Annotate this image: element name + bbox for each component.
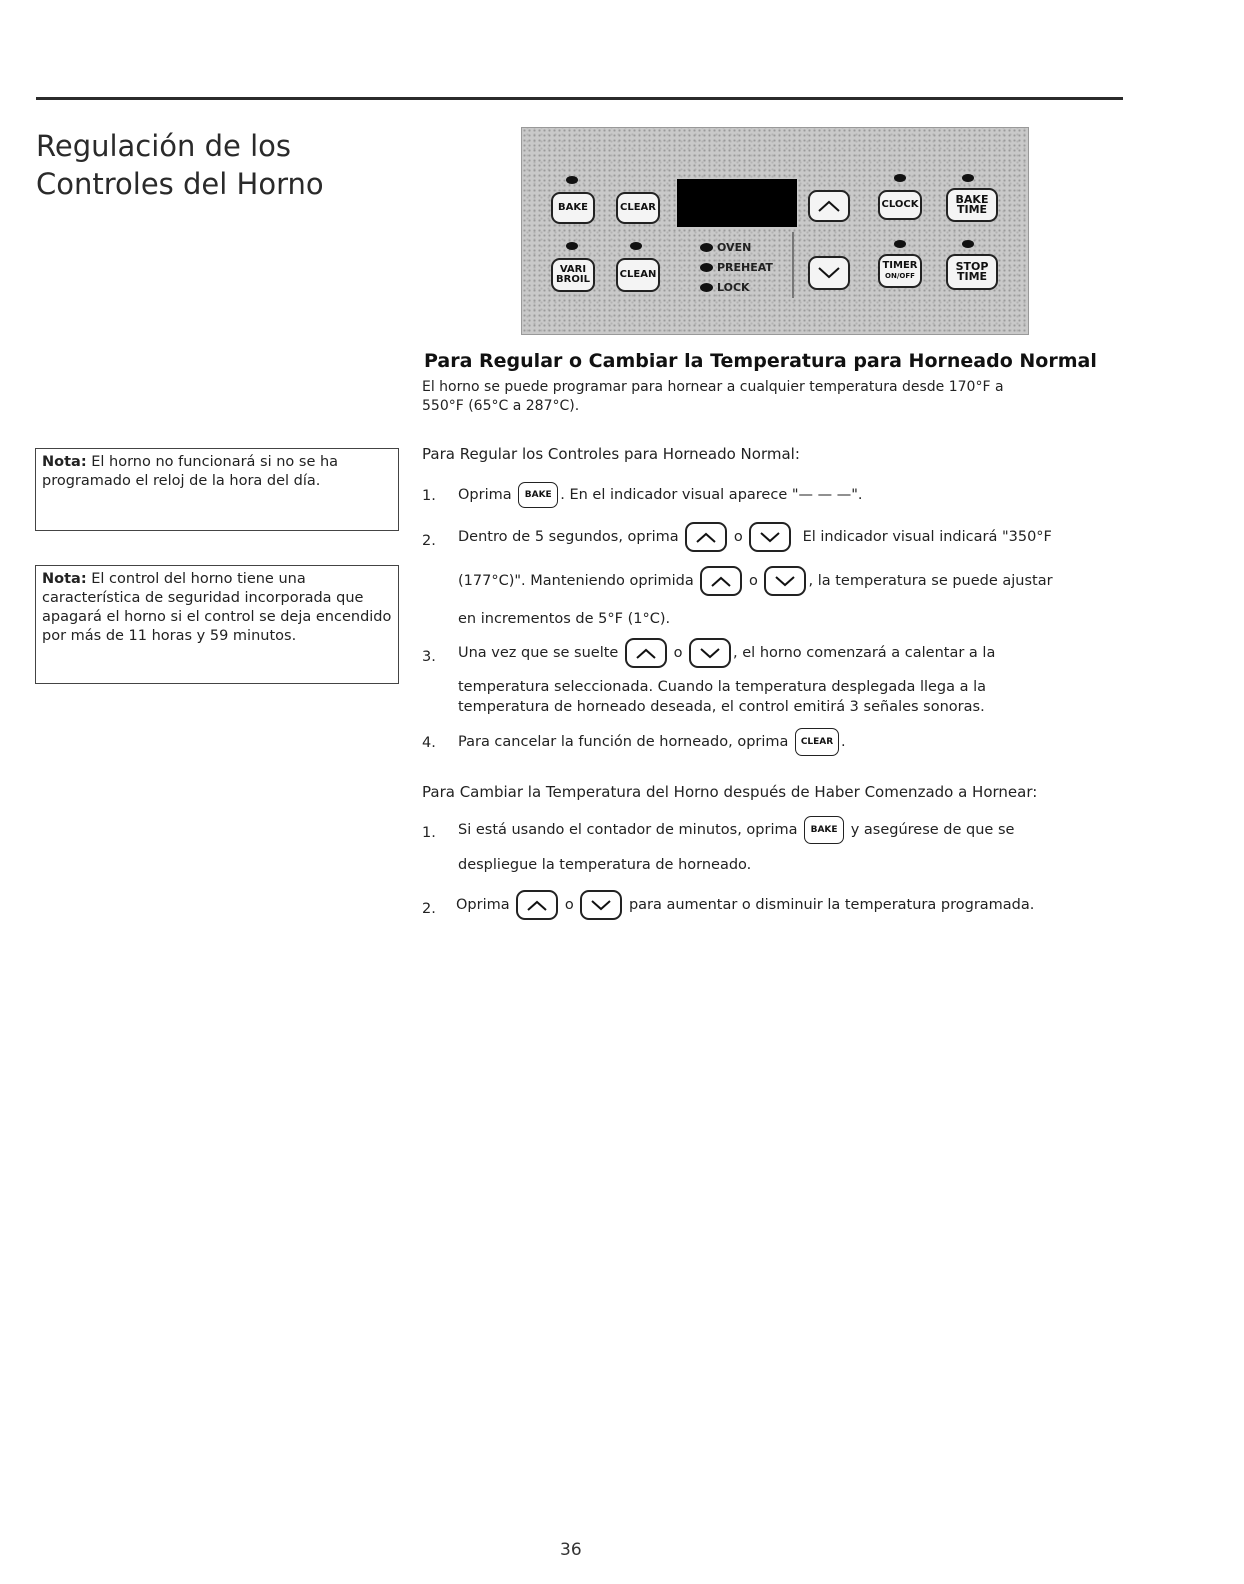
note-label: Nota: xyxy=(42,571,87,587)
cambiar-step-1 xyxy=(422,816,1122,880)
clean-button[interactable] xyxy=(616,258,660,292)
regular-step-2 xyxy=(422,522,1122,634)
step-text-part: , el horno comenzará a calentar a la xyxy=(733,645,996,661)
chevron-up-icon xyxy=(635,647,657,660)
stop-time-label-2: TIME xyxy=(956,270,988,283)
step-text-part: Oprima xyxy=(456,897,510,913)
page-title xyxy=(36,127,396,203)
chevron-down-icon xyxy=(759,531,781,544)
chevron-up-icon xyxy=(817,199,841,213)
intro-line2: 550°F (65°C a 287°C). xyxy=(422,398,580,414)
step-text-part: Dentro de 5 segundos, oprima xyxy=(458,529,679,545)
step-text-part: o xyxy=(564,897,574,913)
step-text: despliegue la temperatura de horneado. xyxy=(458,857,752,873)
step-text: en incrementos de 5°F (1°C). xyxy=(458,611,671,627)
stop-time-led xyxy=(962,240,974,248)
regular-step-1 xyxy=(422,482,1122,512)
clock-button-label: CLOCK xyxy=(881,199,919,210)
section-intro xyxy=(422,378,1122,416)
note-box-1 xyxy=(35,448,399,531)
timer-label-2: ON/OFF xyxy=(885,272,915,280)
inline-bake-button xyxy=(518,482,558,508)
clear-button[interactable] xyxy=(616,192,660,224)
step-text-part: y asegúrese de que se xyxy=(850,822,1015,838)
header-rule xyxy=(36,97,1123,100)
step-text-part: . En el indicador visual aparece "— — —". xyxy=(560,487,863,503)
clear-button-label: CLEAR xyxy=(620,202,656,213)
regular-step-4 xyxy=(422,728,1122,758)
note-text: El horno no funcionará si no se ha programado el reloj de la hora del día. xyxy=(42,454,339,489)
panel-display xyxy=(677,179,797,227)
page-number: 36 xyxy=(560,1540,582,1560)
page-title-line1: Regulación de los xyxy=(36,129,292,163)
inline-up-button xyxy=(700,566,742,596)
note-label: Nota: xyxy=(42,454,87,470)
chevron-down-icon xyxy=(774,575,796,588)
chevron-up-icon xyxy=(710,575,732,588)
vari-broil-label-1: VARI xyxy=(559,264,587,275)
timer-label-1: TIMER xyxy=(882,260,918,271)
vari-broil-label-2: BROIL xyxy=(556,274,590,285)
step-text xyxy=(458,522,1052,552)
clock-led xyxy=(894,174,906,182)
step-number: 2. xyxy=(422,533,436,549)
intro-line1: El horno se puede programar para hornear a cualquier temperatura desde 170°F a xyxy=(422,379,1004,395)
step-text-part: Oprima xyxy=(458,487,512,503)
chevron-up-icon xyxy=(695,531,717,544)
cambiar-heading: Para Cambiar la Temperatura del Horno después de Haber Comenzado a Hornear: xyxy=(422,783,1038,801)
inline-bake-button xyxy=(804,816,844,844)
clean-led-top xyxy=(566,242,578,250)
step-text xyxy=(458,566,1053,596)
inline-bake-label: BAKE xyxy=(524,490,552,500)
chevron-down-icon xyxy=(817,266,841,280)
down-arrow-button[interactable] xyxy=(808,256,850,290)
inline-up-button xyxy=(685,522,727,552)
bake-time-led xyxy=(962,174,974,182)
clean-led xyxy=(630,242,642,250)
inline-clear-button xyxy=(795,728,839,756)
inline-up-button xyxy=(625,638,667,668)
step-text xyxy=(458,816,1014,844)
timer-button[interactable] xyxy=(878,254,922,288)
note-text: El control del horno tiene una característica de seguridad incorporada que apagará el horno si el control se deja encendido por más de 11 horas y 59 minutos. xyxy=(42,571,392,644)
step-text: temperatura seleccionada. Cuando la temperatura desplegada llega a la xyxy=(458,679,987,695)
note-box-2 xyxy=(35,565,399,684)
clean-button-label: CLEAN xyxy=(619,269,657,280)
stop-time-label-1: STOP xyxy=(955,260,989,273)
clock-button[interactable] xyxy=(878,190,922,220)
inline-down-button xyxy=(689,638,731,668)
step-text-part: o xyxy=(673,645,683,661)
step-text xyxy=(458,482,863,508)
bake-button-label: BAKE xyxy=(558,202,588,213)
vari-broil-button[interactable] xyxy=(551,258,595,292)
stop-time-button[interactable] xyxy=(946,254,998,290)
inline-down-button xyxy=(749,522,791,552)
inline-down-button xyxy=(580,890,622,920)
step-text-part: o xyxy=(749,573,758,589)
regular-step-3 xyxy=(422,638,1122,722)
inline-up-button xyxy=(516,890,558,920)
up-arrow-button[interactable] xyxy=(808,190,850,222)
lock-indicator xyxy=(700,282,750,293)
oven-indicator-label: OVEN xyxy=(717,241,752,254)
step-number: 1. xyxy=(422,488,436,504)
step-text xyxy=(456,890,1034,920)
oven-indicator xyxy=(700,242,751,253)
chevron-up-icon xyxy=(526,899,548,912)
bake-button[interactable] xyxy=(551,192,595,224)
bake-time-button[interactable] xyxy=(946,188,998,222)
timer-led xyxy=(894,240,906,248)
step-text-part: Si está usando el contador de minutos, oprima xyxy=(458,822,798,838)
section-heading: Para Regular o Cambiar la Temperatura para Horneado Normal xyxy=(424,350,1097,372)
bake-time-label-2: TIME xyxy=(956,203,988,216)
step-text: temperatura de horneado deseada, el control emitirá 3 señales sonoras. xyxy=(458,699,985,715)
step-number: 3. xyxy=(422,649,436,665)
step-text-part: (177°C)". Manteniendo oprimida xyxy=(458,573,694,589)
oven-control-panel xyxy=(521,127,1029,335)
step-text-part: Para cancelar la función de horneado, oprima xyxy=(458,734,789,750)
step-number: 2. xyxy=(422,901,436,917)
preheat-indicator-label: PREHEAT xyxy=(717,261,773,274)
panel-divider xyxy=(792,232,794,298)
page-title-line2: Controles del Horno xyxy=(36,167,324,201)
step-text-part: . xyxy=(841,734,846,750)
step-number: 4. xyxy=(422,735,436,751)
step-text xyxy=(458,728,846,756)
bake-led xyxy=(566,176,578,184)
step-text-part: o xyxy=(733,529,743,545)
chevron-down-icon xyxy=(590,899,612,912)
cambiar-step-2 xyxy=(422,890,1122,924)
inline-bake-label: BAKE xyxy=(810,825,838,835)
step-text-part: El indicador visual indicará "350°F xyxy=(802,529,1052,545)
regular-heading: Para Regular los Controles para Horneado Normal: xyxy=(422,445,800,463)
inline-clear-label: CLEAR xyxy=(800,737,834,747)
lock-indicator-label: LOCK xyxy=(717,281,750,294)
step-text-part: , la temperatura se puede ajustar xyxy=(808,573,1053,589)
step-text-part: para aumentar o disminuir la temperatura programada. xyxy=(628,897,1035,913)
step-number: 1. xyxy=(422,825,436,841)
preheat-indicator xyxy=(700,262,773,273)
inline-down-button xyxy=(764,566,806,596)
chevron-down-icon xyxy=(699,647,721,660)
bake-time-label-1: BAKE xyxy=(955,193,989,206)
step-text xyxy=(458,638,995,668)
step-text-part: Una vez que se suelte xyxy=(458,645,619,661)
